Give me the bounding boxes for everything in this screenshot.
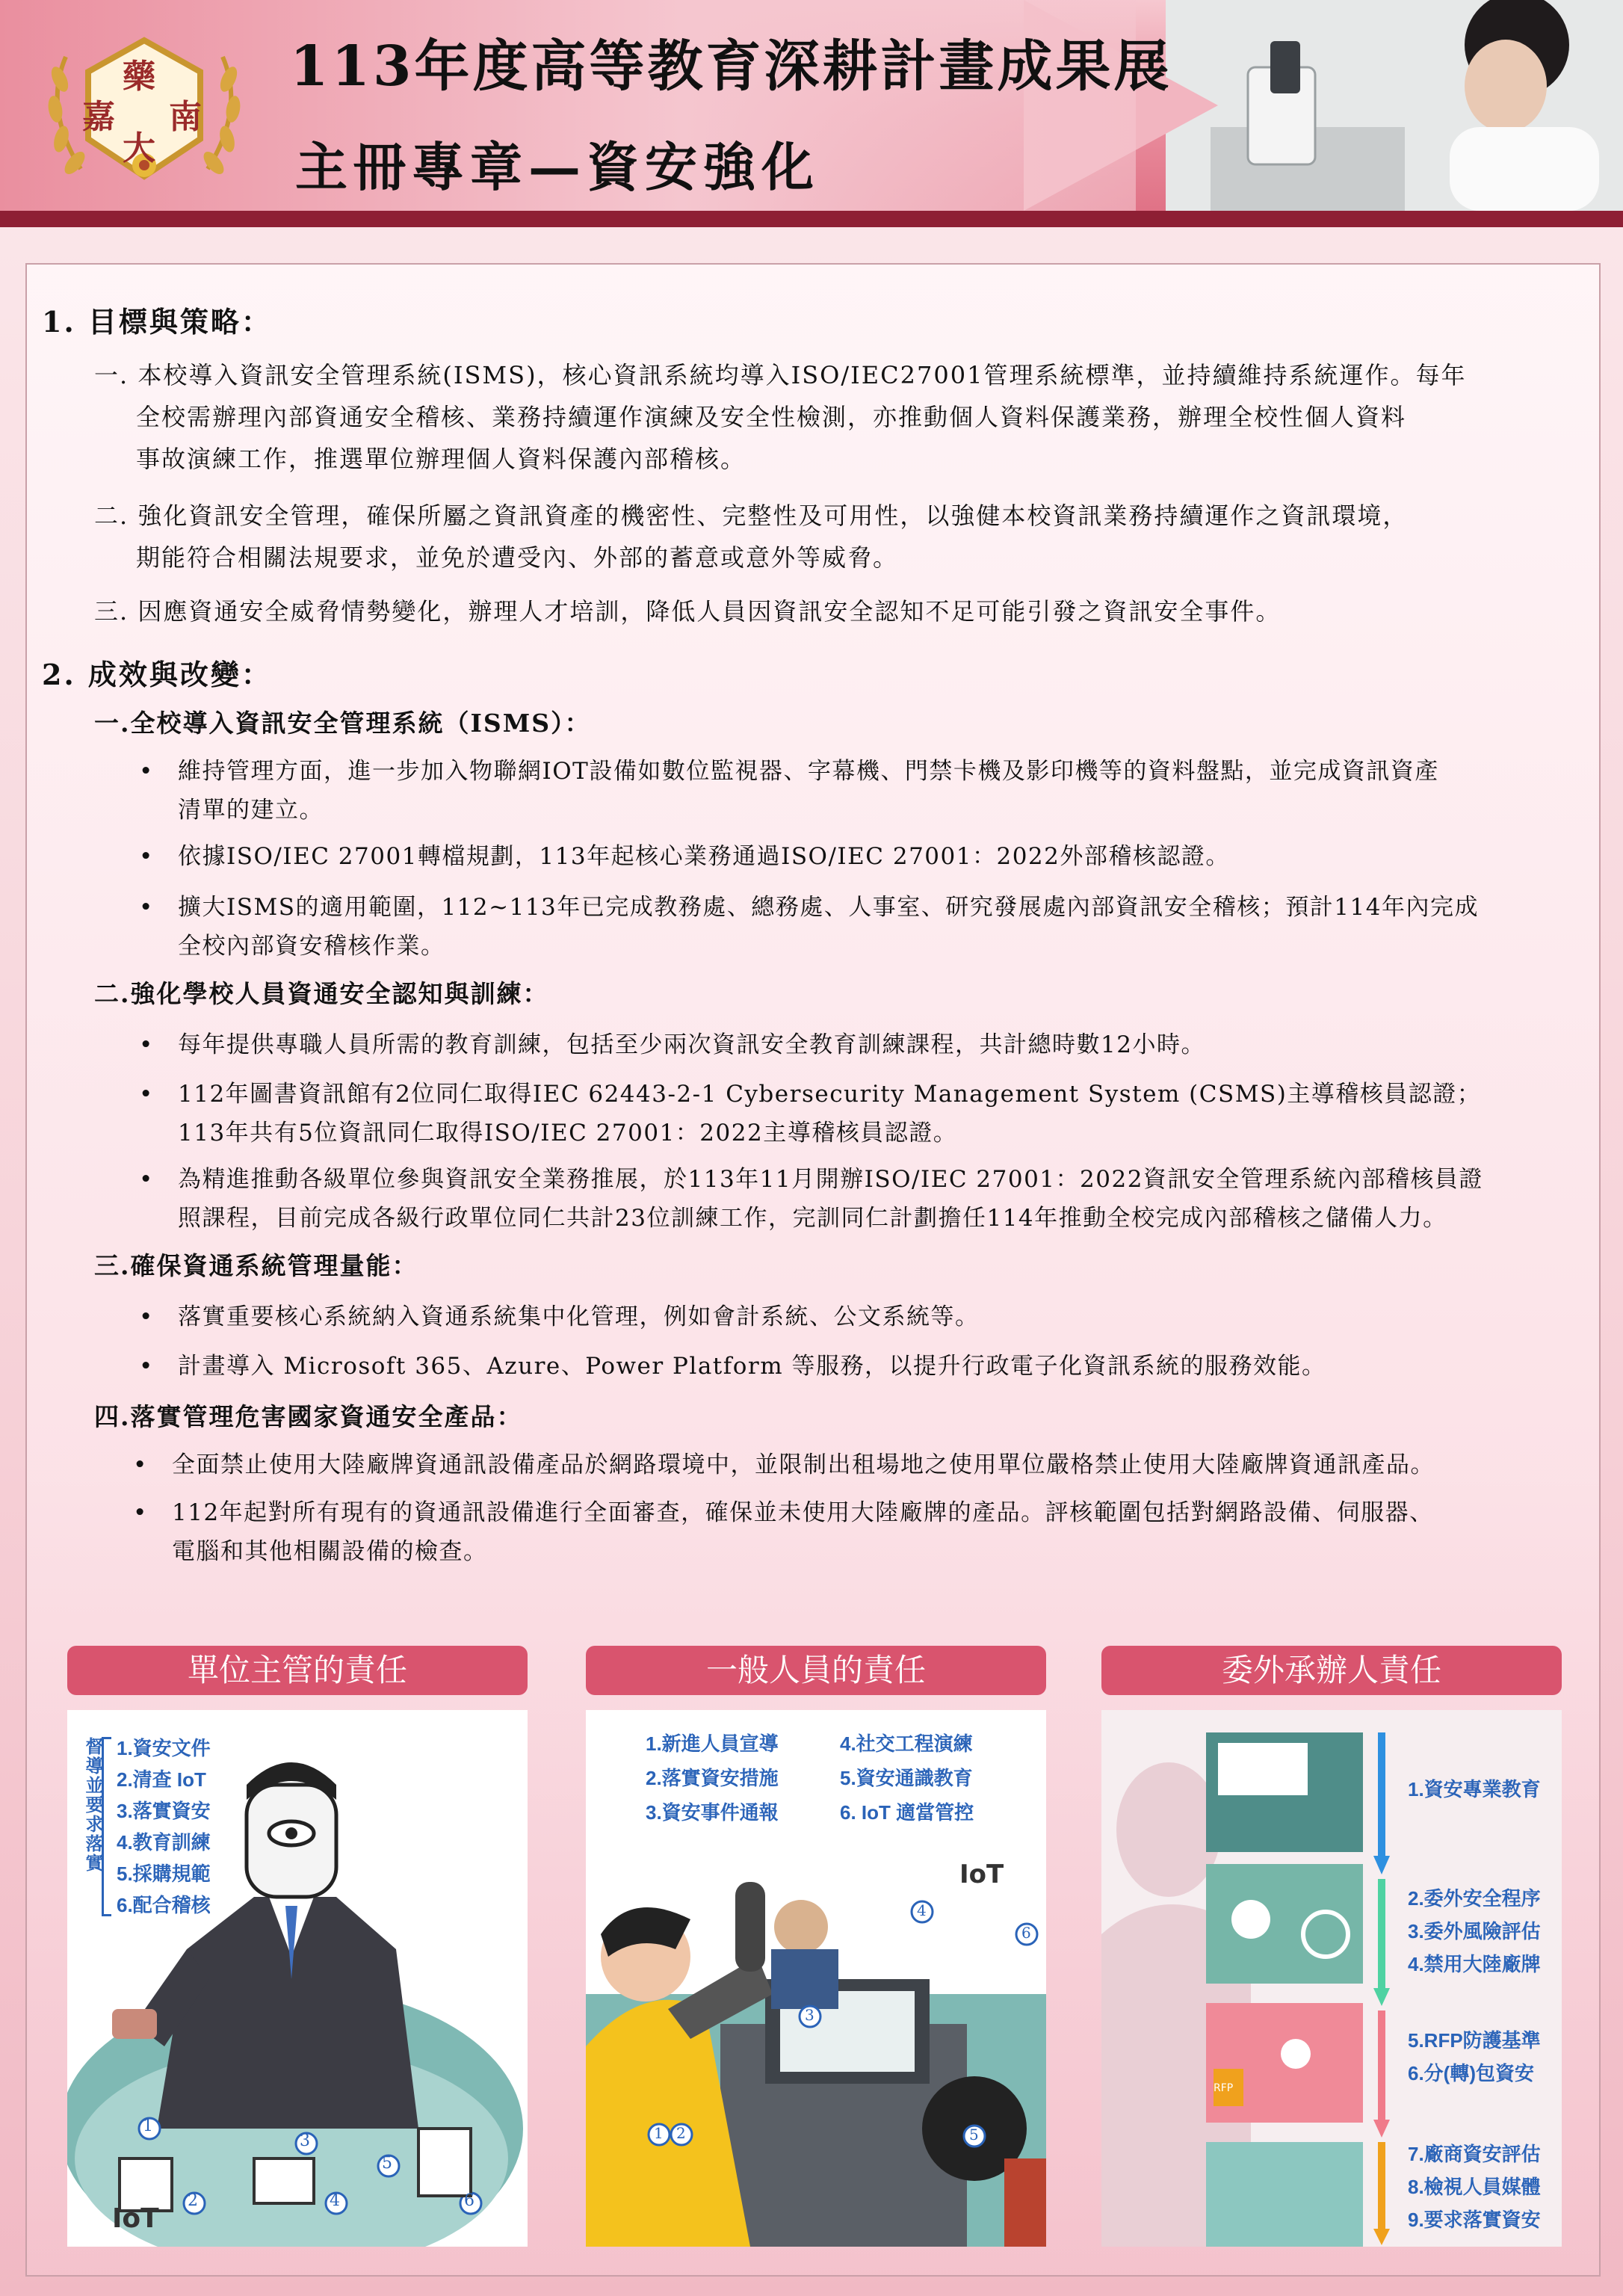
bullet-dot: • — [139, 894, 154, 921]
group-title-2: 二.強化學校人員資通安全認知與訓練： — [94, 979, 549, 1008]
logo-char-4: 大 — [123, 129, 155, 167]
bullet-dot: • — [139, 1081, 154, 1108]
item-text: 因應資通安全威脅情勢變化，辦理人才培訓，降低人員因資訊安全認知不足可能引發之資訊安全事件。 — [137, 597, 1282, 626]
marker-3: 3 — [300, 2132, 310, 2150]
duty-item: 5.採購規範 — [117, 1863, 211, 1885]
duty-item: 3.資安事件通報 — [646, 1801, 779, 1824]
duty-item: 3.委外風險評估 — [1408, 1920, 1541, 1942]
marker-1: 1 — [654, 2124, 664, 2142]
bullet-item — [139, 1160, 1581, 1238]
item-number: 二. — [94, 502, 129, 530]
duty-item: 9.要求落實資安 — [1408, 2209, 1541, 2231]
duty-item: 2.落實資安措施 — [646, 1767, 779, 1789]
bracket-line — [102, 1737, 111, 1916]
marker-4: 4 — [330, 2191, 340, 2210]
outsourcing-group-3 — [1408, 2024, 1541, 2090]
logo-char-2: 嘉 — [82, 98, 115, 136]
bullet-item — [139, 752, 1581, 830]
bullet-text-cont: 113年共有5位資訊同仁取得ISO/IEC 27001：2022主導稽核員認證。 — [178, 1120, 958, 1147]
marker-6: 6 — [1021, 1924, 1031, 1942]
panel-outsourcing-illustration — [1101, 1710, 1562, 2247]
panel-supervisor-title: 單位主管的責任 — [67, 1646, 528, 1695]
rfp-icon-label: RFP — [1214, 2082, 1234, 2094]
bullet-text: 落實重要核心系統納入資通系統集中化管理，例如會計系統、公文系統等。 — [178, 1303, 980, 1330]
staff-duty-left — [646, 1726, 779, 1830]
group-title-4: 四.落實管理危害國家資通安全產品： — [94, 1402, 523, 1431]
outsourcing-group-1 — [1408, 1773, 1541, 1806]
duty-item: 6. IoT 適當管控 — [840, 1801, 974, 1824]
iot-label: IoT — [112, 2203, 159, 2234]
duty-item: 4.教育訓練 — [117, 1831, 211, 1854]
duty-item: 6.分(轉)包資安 — [1408, 2062, 1535, 2084]
header-banner — [0, 0, 1623, 211]
item-text-cont: 全校需辦理內部資通安全稽核、業務持續運作演練及安全性檢測，亦推動個人資料保護業務，辦理全校性個人資料 — [136, 403, 1407, 431]
panel-staff-illustration — [586, 1710, 1046, 2247]
bullet-text-cont: 電腦和其他相關設備的檢查。 — [172, 1538, 488, 1565]
bullet-dot: • — [139, 1031, 154, 1058]
bullet-text: 為精進推動各級單位參與資訊安全業務推展，於113年11月開辦ISO/IEC 27001：2022資訊安全管理系統內部稽核員證 — [178, 1166, 1483, 1193]
bullet-text: 計畫導入 Microsoft 365、Azure、Power Platform 等服務，以提升行政電子化資訊系統的服務效能。 — [178, 1353, 1326, 1380]
outsourcing-group-4 — [1408, 2138, 1541, 2236]
staff-duty-right — [840, 1726, 974, 1830]
group-title-1: 一.全校導入資訊安全管理系統（ISMS）： — [94, 709, 591, 738]
panel-staff-title: 一般人員的責任 — [586, 1646, 1046, 1695]
duty-item: 2.委外安全程序 — [1408, 1887, 1541, 1910]
bullet-text: 擴大ISMS的適用範圍，112~113年已完成教務處、總務處、人事室、研究發展處內部資訊安全稽核；預計114年內完成 — [178, 894, 1479, 921]
bullet-text: 112年圖書資訊館有2位同仁取得IEC 62443-2-1 Cybersecurity Management System (CSMS)主導稽核員認證； — [178, 1081, 1482, 1108]
logo-char-3: 南 — [169, 98, 202, 136]
bullet-text: 依據ISO/IEC 27001轉檔規劃，113年起核心業務通過ISO/IEC 27001：2022外部稽核認證。 — [178, 843, 1230, 870]
bullet-item — [139, 837, 1581, 876]
bullet-text-cont: 全校內部資安稽核作業。 — [178, 933, 445, 960]
bullet-dot: • — [133, 1499, 148, 1526]
bullet-text: 全面禁止使用大陸廠牌資通訊設備產品於網路環境中，並限制出租場地之使用單位嚴格禁止使用大陸廠牌資通訊產品。 — [172, 1451, 1435, 1478]
panel-supervisor — [67, 1646, 528, 2247]
duty-item: 6.配合稽核 — [117, 1894, 211, 1916]
group-title-3: 三.確保資通系統管理量能： — [94, 1251, 418, 1280]
marker-4: 4 — [917, 1901, 927, 1919]
university-logo — [36, 27, 253, 191]
bullet-dot: • — [139, 1166, 154, 1193]
supervisor-duty-list — [117, 1732, 211, 1921]
page-subtitle: 主冊專章—資安強化 — [295, 136, 820, 198]
bullet-item — [139, 1347, 1581, 1386]
outsourcing-group-2 — [1408, 1882, 1541, 1981]
section2-heading: 2. 成效與改變： — [42, 658, 272, 691]
bullet-item — [133, 1493, 1590, 1571]
marker-3: 3 — [805, 2006, 814, 2024]
duty-item: 1.資安專業教育 — [1408, 1778, 1541, 1800]
bullet-item — [139, 1025, 1581, 1064]
marker-6: 6 — [464, 2191, 474, 2210]
header-stripe — [0, 211, 1623, 227]
bullet-text-cont: 清單的建立。 — [178, 797, 324, 824]
section1-heading: 1. 目標與策略： — [42, 305, 272, 339]
duty-item: 4.社交工程演練 — [840, 1732, 973, 1755]
item-text: 本校導入資訊安全管理系統(ISMS)，核心資訊系統均導入ISO/IEC27001管理系統標準，並持續維持系統運作。每年 — [137, 361, 1467, 389]
item-number: 一. — [94, 361, 129, 389]
bullet-item — [139, 888, 1581, 966]
section1-item-1 — [94, 354, 1581, 480]
duty-item: 7.廠商資安評估 — [1408, 2143, 1541, 2165]
bullet-text-cont: 照課程，目前完成各級行政單位同仁共計23位訓練工作，完訓同仁計劃擔任114年推動全校完成內部稽核之儲備人力。 — [178, 1205, 1447, 1232]
duty-item: 1.資安文件 — [117, 1737, 211, 1759]
iot-label: IoT — [959, 1860, 1004, 1889]
marker-1: 1 — [143, 2117, 153, 2135]
panel-staff — [586, 1646, 1046, 2247]
duty-item: 4.禁用大陸廠牌 — [1408, 1953, 1541, 1975]
duty-item: 8.檢視人員媒體 — [1408, 2176, 1541, 2198]
duty-item: 3.落實資安 — [117, 1800, 211, 1822]
marker-5: 5 — [969, 2126, 979, 2144]
marker-5: 5 — [382, 2154, 392, 2173]
bullet-item — [133, 1445, 1590, 1484]
bullet-text: 每年提供專職人員所需的教育訓練，包括至少兩次資訊安全教育訓練課程，共計總時數12小時。 — [178, 1031, 1205, 1058]
marker-2: 2 — [188, 2191, 198, 2210]
marker-2: 2 — [676, 2124, 686, 2142]
bullet-text: 112年起對所有現有的資通訊設備進行全面審查，確保並未使用大陸廠牌的產品。評核範圍包括對網路設備、伺服器、 — [172, 1499, 1434, 1526]
duty-item: 5.資安通識教育 — [840, 1767, 973, 1789]
panel-outsourcing-title: 委外承辦人責任 — [1101, 1646, 1562, 1695]
duty-item: 1.新進人員宣導 — [646, 1732, 779, 1755]
supervise-vertical-label: 督導並要求落實 — [82, 1737, 102, 1873]
bullet-item — [139, 1075, 1581, 1152]
bullet-dot: • — [139, 1353, 154, 1380]
logo-char-1: 藥 — [123, 58, 155, 96]
section1-item-3 — [94, 590, 1581, 632]
duty-item: 2.清查 IoT — [117, 1768, 206, 1791]
bullet-item — [139, 1297, 1581, 1336]
page-title: 113年度高等教育深耕計畫成果展 — [290, 34, 1172, 99]
item-number: 三. — [94, 597, 129, 626]
bullet-text: 維持管理方面，進一步加入物聯網IOT設備如數位監視器、字幕機、門禁卡機及影印機等的資料盤點，並完成資訊資產 — [178, 758, 1439, 785]
panel-supervisor-illustration — [67, 1710, 528, 2247]
bullet-dot: • — [139, 843, 154, 870]
lab-photo — [1166, 0, 1623, 211]
item-text: 強化資訊安全管理，確保所屬之資訊資產的機密性、完整性及可用性，以強健本校資訊業務持續運作之資訊環境， — [137, 502, 1409, 530]
bullet-dot: • — [139, 758, 154, 785]
panel-outsourcing — [1101, 1646, 1562, 2247]
item-text-cont: 事故演練工作，推選單位辦理個人資料保護內部稽核。 — [136, 445, 746, 473]
bullet-dot: • — [133, 1451, 148, 1478]
duty-item: 5.RFP防護基準 — [1408, 2029, 1541, 2052]
item-text-cont: 期能符合相關法規要求，並免於遭受內、外部的蓄意或意外等威脅。 — [136, 543, 899, 572]
section1-item-2 — [94, 495, 1581, 578]
bullet-dot: • — [139, 1303, 154, 1330]
